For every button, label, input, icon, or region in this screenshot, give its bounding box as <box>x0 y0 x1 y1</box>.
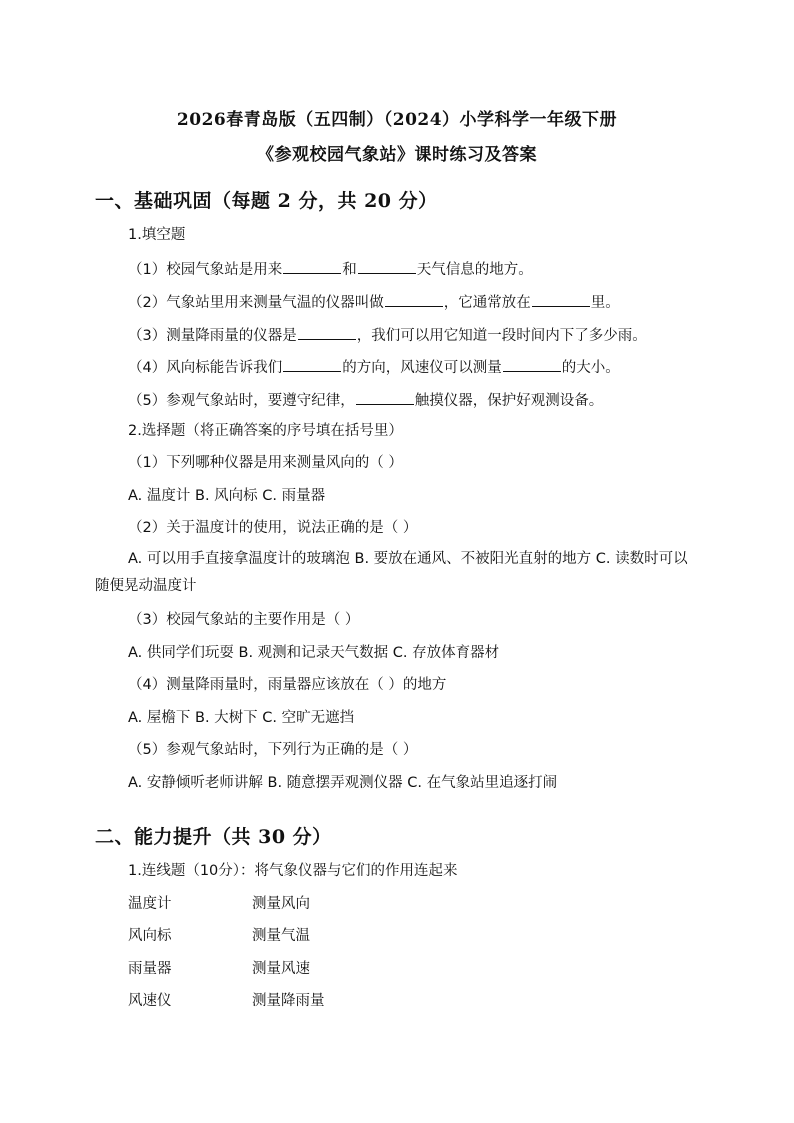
section-heading-advanced: 二、能力提升（共 30 分） <box>95 826 332 848</box>
answer-blank[interactable] <box>358 258 416 274</box>
choice-options-4: A. 屋檐下 B. 大树下 C. 空旷无遮挡 <box>128 710 355 726</box>
matching-left-item[interactable]: 温度计 <box>128 896 172 912</box>
answer-blank[interactable] <box>503 356 561 372</box>
fill-question-5: （5）参观气象站时，要遵守纪律， 触摸仪器，保护好观测设备。 <box>128 389 603 411</box>
page-subtitle: 《参观校园气象站》课时练习及答案 <box>257 145 537 165</box>
page-title: 2026春青岛版（五四制）（2024）小学科学一年级下册 <box>176 110 618 130</box>
choice-question-2: （2）关于温度计的使用，说法正确的是（ ） <box>128 520 418 536</box>
matching-left-item[interactable]: 风速仪 <box>128 993 172 1009</box>
choice-options-3: A. 供同学们玩耍 B. 观测和记录天气数据 C. 存放体育器材 <box>128 645 500 661</box>
matching-left-item[interactable]: 雨量器 <box>128 961 172 977</box>
answer-blank[interactable] <box>532 291 590 307</box>
choice-question-4: （4）测量降雨量时，雨量器应该放在（ ）的地方 <box>128 677 447 693</box>
choice-options-1: A. 温度计 B. 风向标 C. 雨量器 <box>128 488 326 504</box>
choice-label: 2.选择题（将正确答案的序号填在括号里） <box>128 423 403 439</box>
fill-question-3: （3）测量降雨量的仪器是 ，我们可以用它知道一段时间内下了多少雨。 <box>128 324 647 346</box>
fill-question-4: （4）风向标能告诉我们 的方向，风速仪可以测量 的大小。 <box>128 356 620 378</box>
matching-right-item[interactable]: 测量风向 <box>252 896 310 912</box>
choice-options-5: A. 安静倾听老师讲解 B. 随意摆弄观测仪器 C. 在气象站里追逐打闹 <box>128 775 558 791</box>
fill-question-2: （2）气象站里用来测量气温的仪器叫做 ，它通常放在 里。 <box>128 291 620 313</box>
choice-question-1: （1）下列哪种仪器是用来测量风向的（ ） <box>128 455 403 471</box>
answer-blank[interactable] <box>356 389 414 405</box>
section-heading-basics: 一、基础巩固（每题 2 分，共 20 分） <box>95 190 438 212</box>
answer-blank[interactable] <box>298 324 356 340</box>
answer-blank[interactable] <box>385 291 443 307</box>
matching-right-item[interactable]: 测量气温 <box>252 928 310 944</box>
answer-blank[interactable] <box>283 258 341 274</box>
answer-blank[interactable] <box>283 356 341 372</box>
matching-label: 1.连线题（10分）：将气象仪器与它们的作用连起来 <box>128 863 458 879</box>
choice-question-5: （5）参观气象站时，下列行为正确的是（ ） <box>128 742 418 758</box>
fill-in-label: 1.填空题 <box>128 227 186 243</box>
matching-right-item[interactable]: 测量降雨量 <box>252 993 325 1009</box>
fill-question-1: （1）校园气象站是用来 和 天气信息的地方。 <box>128 258 533 280</box>
choice-question-3: （3）校园气象站的主要作用是（ ） <box>128 612 360 628</box>
matching-right-item[interactable]: 测量风速 <box>252 961 310 977</box>
matching-left-item[interactable]: 风向标 <box>128 928 172 944</box>
choice-options-2: A. 可以用手直接拿温度计的玻璃泡 B. 要放在通风、不被阳光直射的地方 C. 读数时可以随便晃动温度计 <box>95 551 688 594</box>
